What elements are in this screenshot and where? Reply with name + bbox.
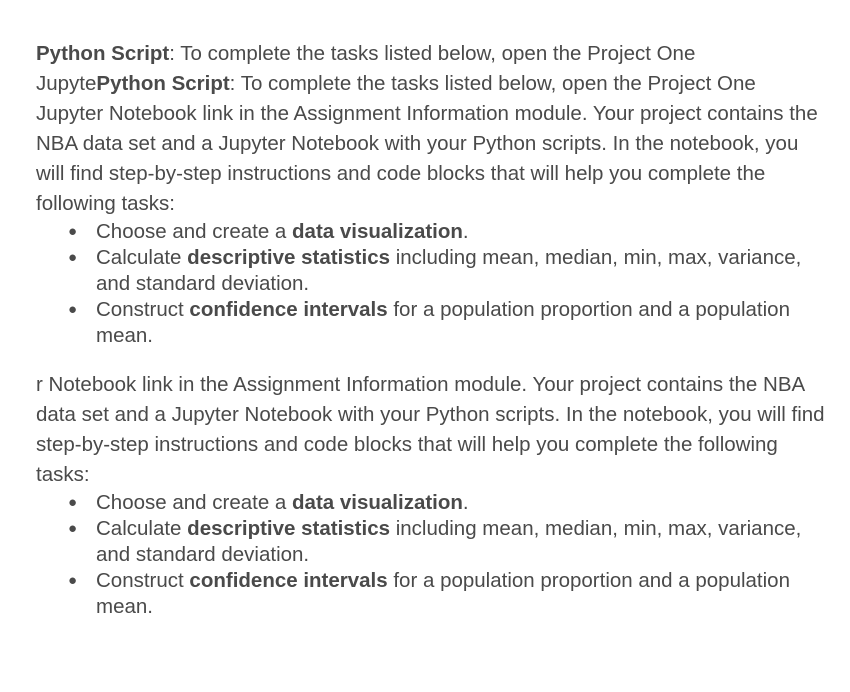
intro-text-part-1: : To complete the tasks listed below, open the Project One Jupyte xyxy=(36,42,696,95)
task-text: Choose and create a xyxy=(96,491,293,514)
task-keyword: descriptive statistics xyxy=(187,517,390,540)
task-list-first xyxy=(36,219,826,349)
task-keyword: descriptive statistics xyxy=(187,246,390,269)
task-text: Construct xyxy=(96,569,190,592)
python-script-label: Python Script xyxy=(36,42,170,65)
task-keyword: data visualization xyxy=(292,220,463,243)
task-text-tail: for a population proportion and a population mean. xyxy=(96,298,790,347)
task-item xyxy=(36,516,826,568)
task-text-tail: . xyxy=(462,220,469,243)
task-keyword: confidence intervals xyxy=(189,298,388,321)
task-keyword: confidence intervals xyxy=(189,569,388,592)
task-keyword: data visualization xyxy=(292,491,463,514)
task-list-second xyxy=(36,490,826,620)
task-text: Choose and create a xyxy=(96,220,293,243)
task-item xyxy=(36,297,826,349)
bullet-icon: ● xyxy=(68,223,78,240)
bullet-icon: ● xyxy=(68,301,78,318)
task-text-tail: including mean, median, min, max, variance, and standard deviation. xyxy=(96,517,802,566)
task-text: Calculate xyxy=(96,246,188,269)
task-item xyxy=(36,245,826,297)
task-text-tail: . xyxy=(462,491,469,514)
bullet-icon: ● xyxy=(68,572,78,589)
document-body xyxy=(36,39,826,620)
intro-paragraph xyxy=(36,39,826,219)
python-script-label-duplicate: Python Script xyxy=(96,72,230,95)
task-text-tail: for a population proportion and a population mean. xyxy=(96,569,790,618)
bullet-icon: ● xyxy=(68,520,78,537)
task-item xyxy=(36,219,826,245)
task-item xyxy=(36,490,826,516)
task-text: Construct xyxy=(96,298,190,321)
continuation-paragraph: r Notebook link in the Assignment Information module. Your project contains the NBA data set and a Jupyter Notebook with your Python scripts. In the notebook, you will find step-by-step instructions and code blocks that will help you complete the following tasks: xyxy=(36,373,825,486)
bullet-icon: ● xyxy=(68,494,78,511)
intro-text-part-2: : To complete the tasks listed below, open the Project One Jupyter Notebook link in the Assignment Information module. Your project contains the NBA data set and a Jupyter Notebook with your Python scripts. In the notebook, you will find step-by-step instructions and code blocks that will help you complete the following tasks: xyxy=(36,72,818,215)
task-text: Calculate xyxy=(96,517,188,540)
task-text-tail: including mean, median, min, max, variance, and standard deviation. xyxy=(96,246,802,295)
bullet-icon: ● xyxy=(68,249,78,266)
task-item xyxy=(36,568,826,620)
